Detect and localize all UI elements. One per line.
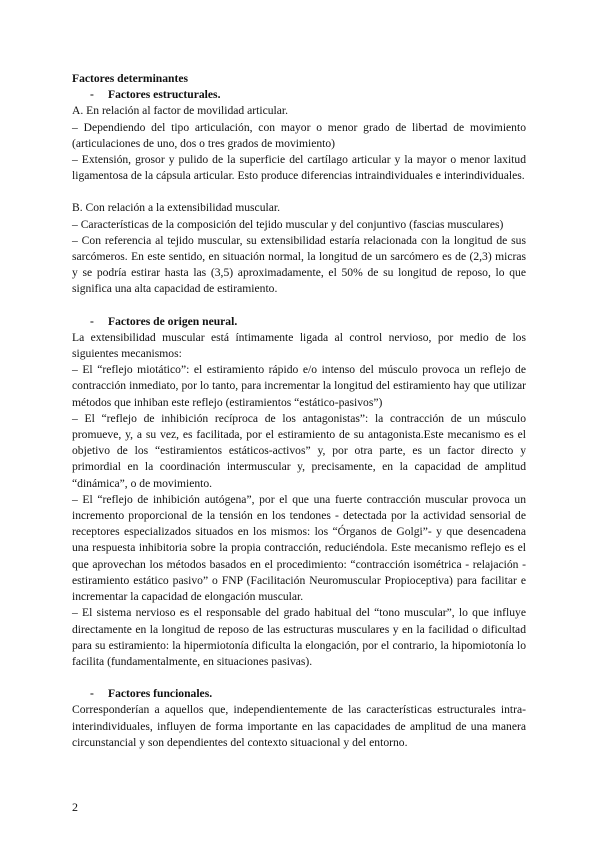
document-title: Factores determinantes [72,72,189,85]
document-body [72,71,526,751]
section-heading-functional [72,686,526,702]
paragraph: – El “reflejo de inhibición autógena”, por el que una fuerte contracción muscular provoca un incremento proporcional de la tensión en los tendones - detectada por la actividad sensorial de receptores especializados situados en los mismos: los “Órganos de Golgi”- y que desencadena una respuesta inhibitoria sobre la propia contracción, reduciéndola. Este mecanismo reflejo es el que aprovechan los métodos basados en el procedimiento: “contracción isométrica - relajación - estiramiento estático pasivo” o FNP (Facilitación Neuromuscular Propioceptiva) para facilitar e incrementar la capacidad de elongación muscular. [72,492,526,604]
section-heading-text: Factores de origen neural. [108,314,238,328]
paragraph: A. En relación al factor de movilidad articular. [72,104,289,118]
section-heading-structural [72,87,526,103]
paragraph: – Con referencia al tejido muscular, su extensibilidad estaría relacionada con la longitud de sus sarcómeros. En este sentido, en situación normal, la longitud de un sarcómero es de (2,3) micras y se podría estirar hasta las (3,5) aproximadamente, el 50% de su longitud de reposo, lo que significa una alta capacidad de estiramiento. [72,233,526,296]
paragraph: – El “reflejo miotático”: el estiramiento rápido e/o intenso del músculo provoca un reflejo de contracción inmediato, por lo tanto, para incrementar la longitud del estiramiento hay que utilizar métodos que inhiban este reflejo (estiramientos “estático-pasivos”) [72,363,526,409]
spacer [72,184,526,200]
section-heading-neural [72,314,526,330]
spacer [72,298,526,314]
bullet-dash: - [90,314,94,328]
paragraph: – Características de la composición del tejido muscular y del conjuntivo (fascias musculares) [72,217,504,231]
bullet-dash: - [90,88,94,102]
paragraph: – Dependiendo del tipo articulación, con mayor o menor grado de libertad de movimiento (articulaciones de uno, dos o tres grados de movimiento) [72,120,526,150]
paragraph: – Extensión, grosor y pulido de la superficie del cartílago articular y la mayor o menor laxitud ligamentosa de la cápsula articular. Esto produce diferencias intraindividuales e interindividuales. [72,153,526,183]
section-heading-text: Factores funcionales. [108,687,213,701]
bullet-dash: - [90,687,94,701]
paragraph: – El sistema nervioso es el responsable del grado habitual del “tono muscular”, lo que influye directamente en la longitud de reposo de las estructuras musculares y en la facilidad o dificultad para su estiramiento: la hipermiotonía dificulta la elongación, por el contrario, la hipomiotonía lo facilita (fundamentalmente, en situaciones pasivas). [72,606,526,668]
paragraph: B. Con relación a la extensibilidad muscular. [72,201,280,215]
page-number: 2 [72,800,78,814]
paragraph: – El “reflejo de inhibición recíproca de los antagonistas”: la contracción de un músculo promueve, y, a su vez, es facilitada, por el estiramiento de su antagonista.Este mecanismo es el objetivo de los “estiramientos estáticos-activos” y, por otra parte, es un factor directo y primordial en la coordinación intermuscular y, precisamente, en la capacidad de amplitud “dinámica”, o de movimiento. [72,411,526,490]
paragraph: La extensibilidad muscular está íntimamente ligada al control nervioso, por medio de los siguientes mecanismos: [72,330,526,361]
spacer [72,670,526,686]
section-heading-text: Factores estructurales. [108,88,221,102]
paragraph: Corresponderían a aquellos que, independientemente de las características estructurales intra-interindividuales, influyen de forma importante en las capacidades de amplitud de una manera circunstancial y son dependientes del contexto situacional y del entorno. [72,703,526,749]
